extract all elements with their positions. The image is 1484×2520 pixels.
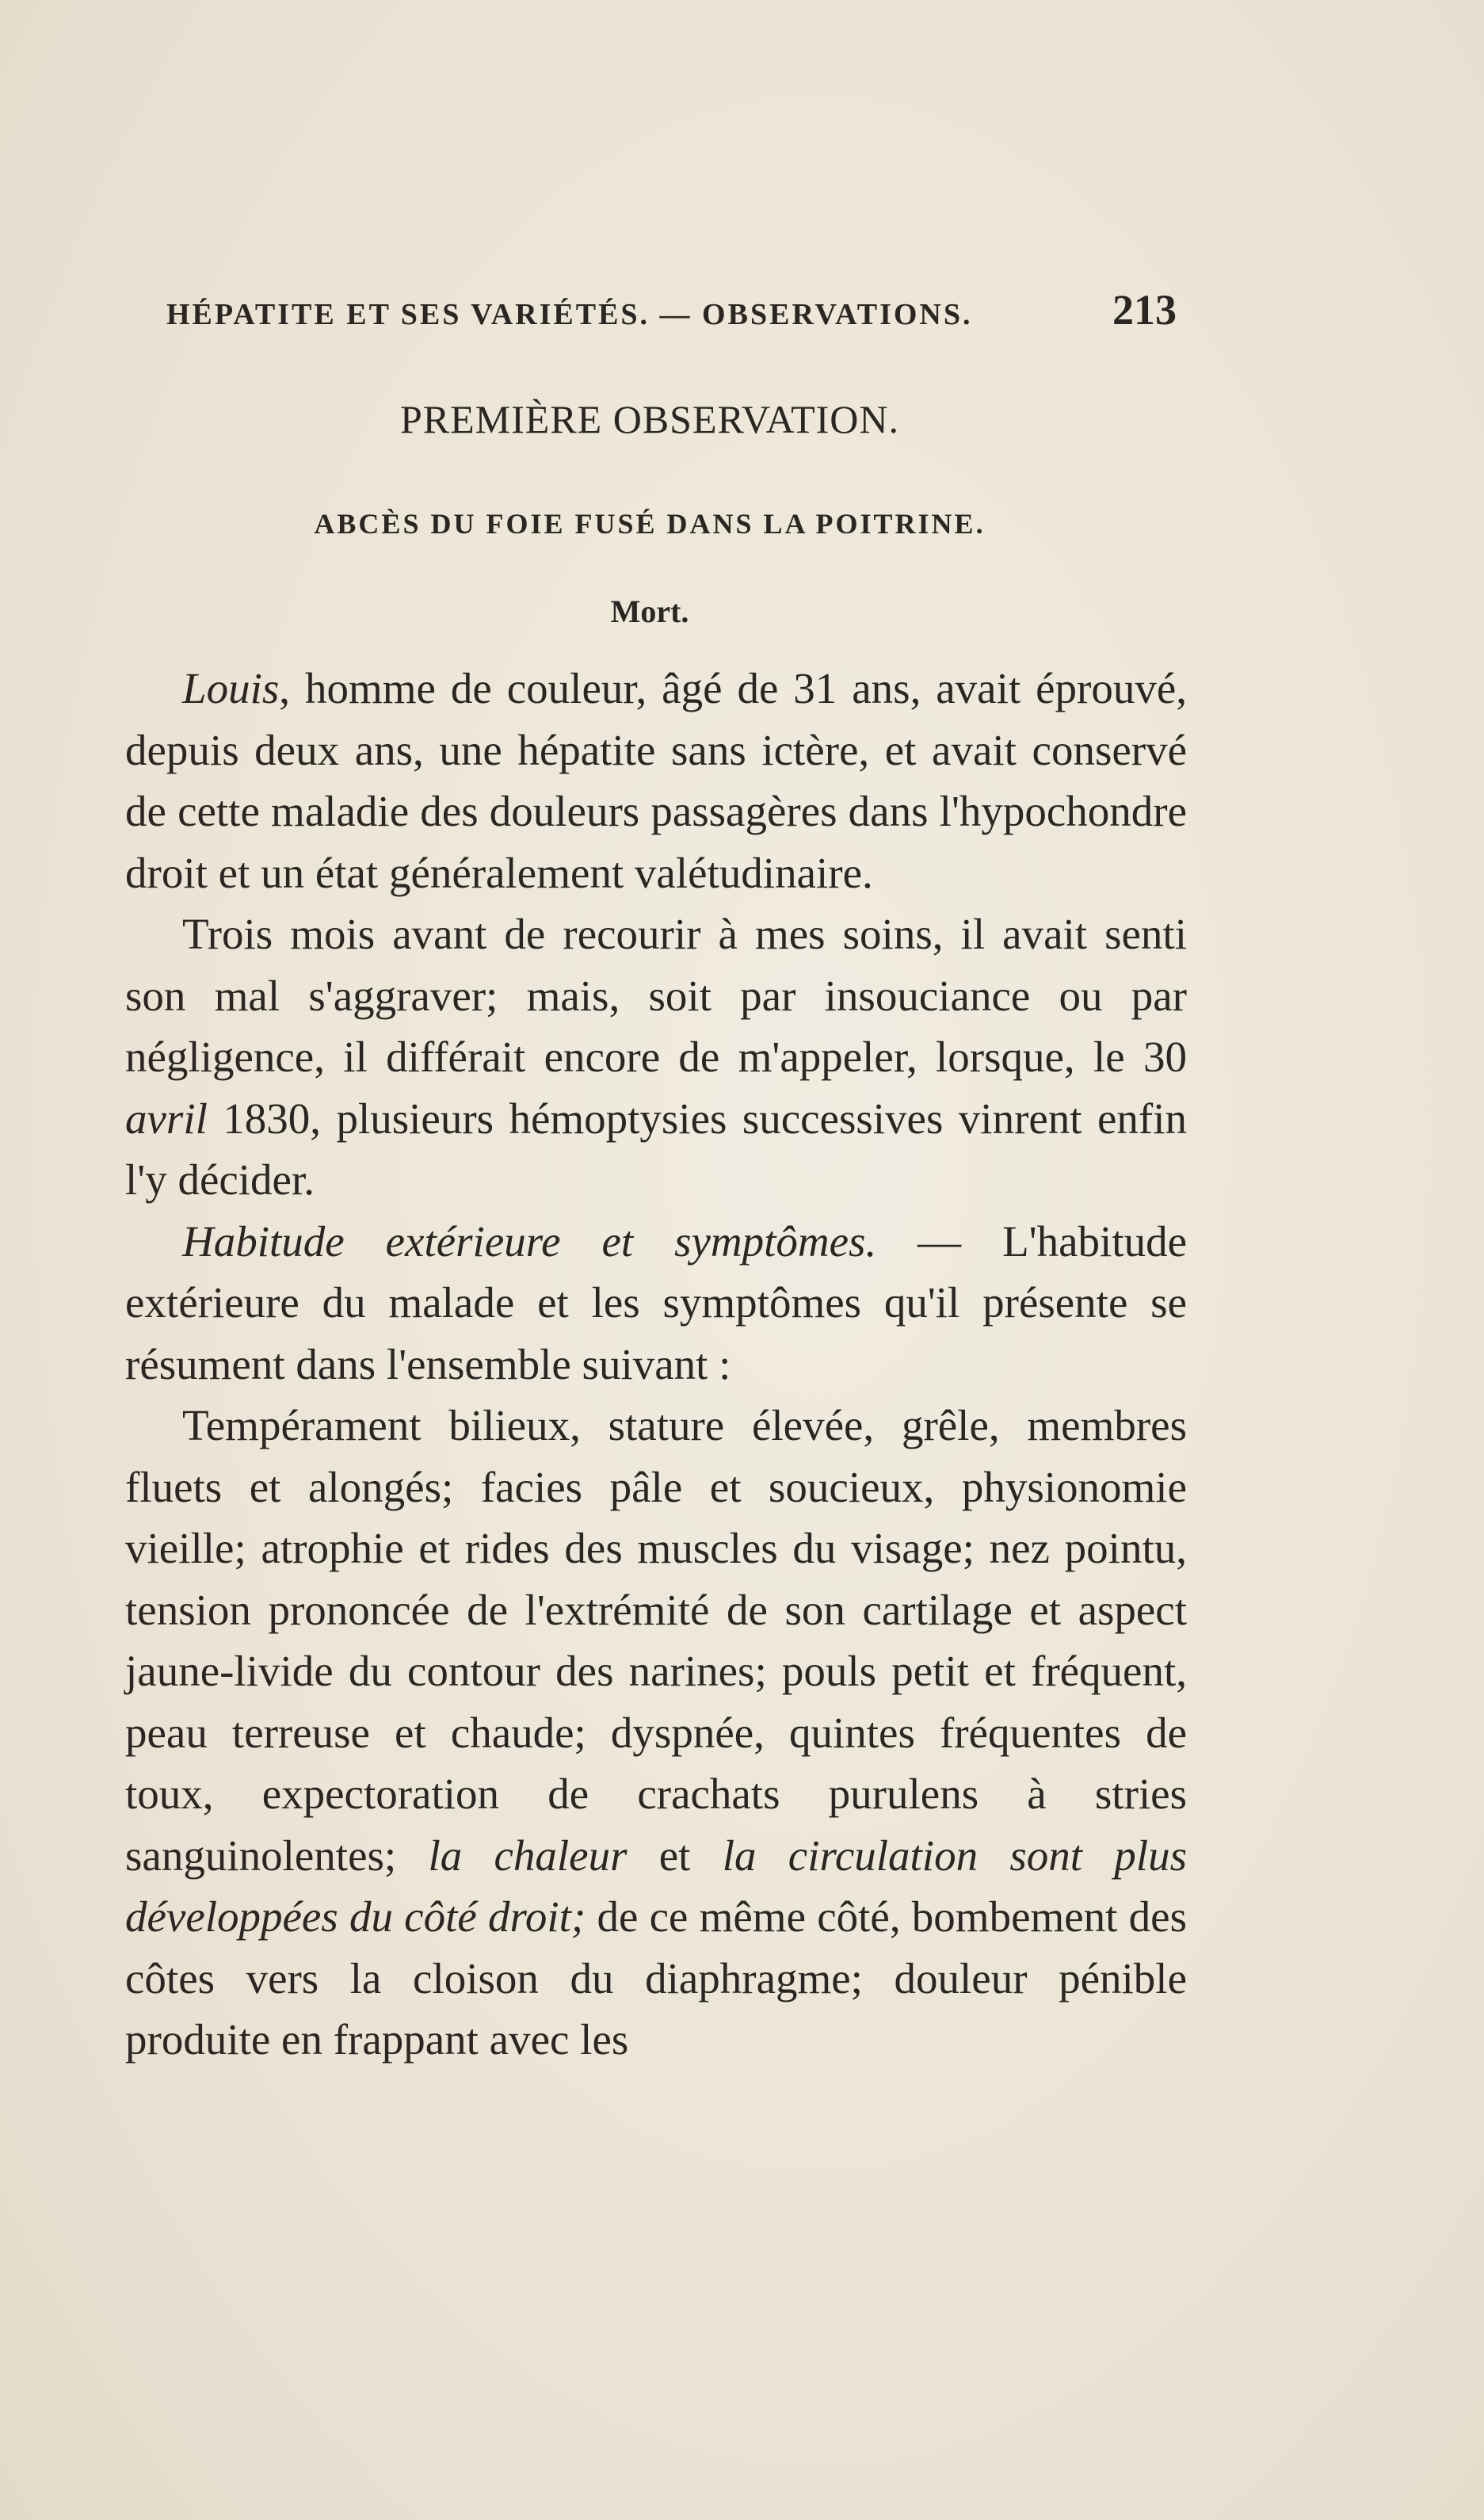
paragraph-3-text: — L'habitude extérieure du malade et les symptômes qu'il présente se résument dans l'ensemble suivant : (125, 1216, 1188, 1388)
paragraph-4-text-a: Tempérament bilieux, stature élevée, grêle, membres fluets et alongés; facies pâle et soucieux, physionomie vieille; atrophie et rides des muscles du visage; nez pointu, tension prononcée de l'extrémité de son cartilage et aspect jaune-livide du contour des narines; pouls petit et fréquent, peau terreuse et chaude; dyspnée, quintes fréquentes de toux, expectoration de crachats purulens à stries sanguinolentes; (125, 1401, 1187, 1880)
paragraph-4-italic-b: la circulation sont plus développées du côté droit; (125, 1831, 1187, 1941)
observation-title: PREMIÈRE OBSERVATION. (399, 397, 900, 441)
paragraph-1 (125, 658, 1187, 903)
body-text (125, 658, 1187, 2071)
paragraph-1-text: , homme de couleur, âgé de 31 ans, avait éprouvé, depuis deux ans, une hépatite sans ictère, et avait conservé de cette maladie des douleurs passagères dans l'hypochondre droit et un état généralement valétudinaire. (125, 664, 1187, 897)
running-head-title: HÉPATITE ET SES VARIÉTÉS. — OBSERVATIONS. (166, 298, 973, 331)
observation-subtitle: ABCÈS DU FOIE FUSÉ DANS LA POITRINE. (314, 508, 986, 540)
running-head (166, 285, 1177, 334)
paragraph-4 (125, 1395, 1187, 2071)
paragraph-4-text-b: et (627, 1831, 723, 1880)
paragraph-2-month: avril (125, 1094, 208, 1143)
paragraph-2 (125, 903, 1187, 1211)
paragraph-3 (125, 1211, 1187, 1396)
paragraph-2-text-a: Trois mois avant de recourir à mes soins, il avait senti son mal s'aggraver; mais, soit par insouciance ou par négligence, il différait encore de m'appeler, lorsque, le 30 (125, 910, 1187, 1081)
paragraph-2-text-b: 1830, plusieurs hémoptysies successives vinrent enfin l'y décider. (125, 1094, 1187, 1204)
page-number: 213 (1112, 286, 1177, 334)
paragraph-4-italic-a: la chaleur (428, 1831, 628, 1880)
section-heading: Habitude extérieure et symptômes. (182, 1216, 877, 1266)
observation-outcome: Mort. (610, 594, 689, 629)
patient-name: Louis (182, 664, 280, 712)
paragraph-4-text-c: de ce même côté, bombement des côtes vers la cloison du diaphragme; douleur pénible produite en frappant avec les (125, 1892, 1187, 2064)
